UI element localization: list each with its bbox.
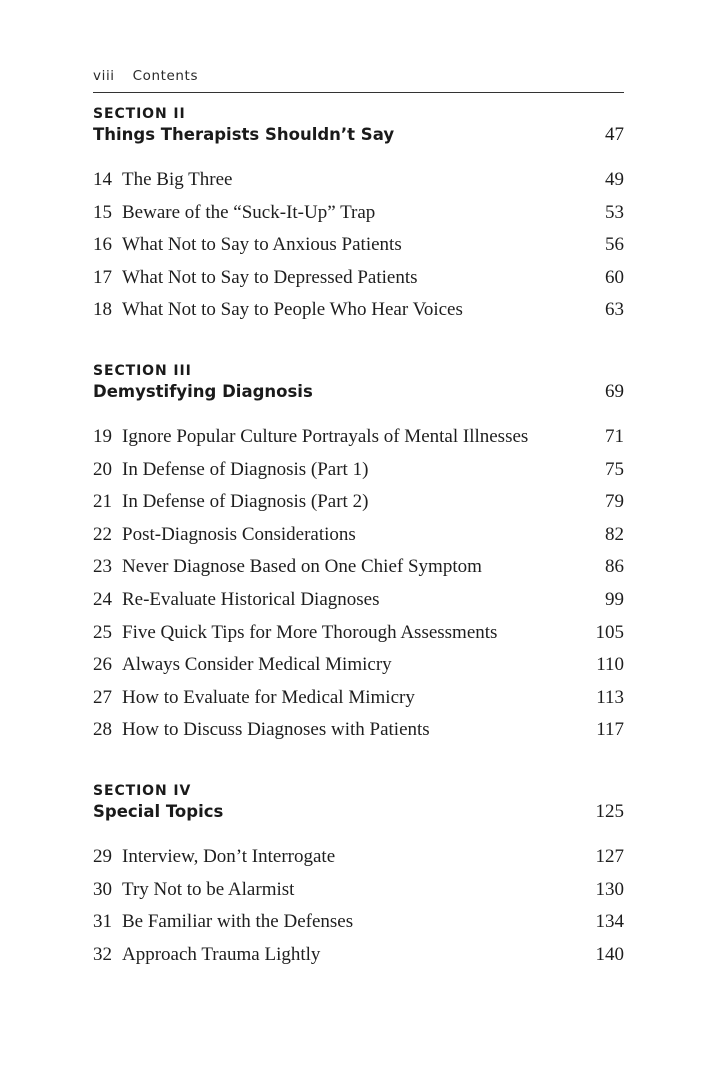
section-page-number: 69 [605, 380, 624, 402]
chapter-heading [93, 197, 375, 230]
section-page-number: 125 [595, 800, 624, 822]
chapter-entry[interactable] [93, 714, 624, 747]
chapter-number: 31 [93, 911, 112, 933]
table-of-contents [93, 104, 624, 971]
chapter-entry[interactable] [93, 841, 624, 874]
running-head-title: Contents [132, 68, 199, 84]
chapter-entry[interactable] [93, 939, 624, 972]
chapter-title: In Defense of Diagnosis (Part 2) [122, 491, 369, 513]
chapter-heading [93, 164, 232, 197]
chapter-heading [93, 421, 528, 454]
chapter-number: 24 [93, 588, 112, 610]
chapter-number: 32 [93, 943, 112, 965]
chapter-heading [93, 939, 320, 972]
chapter-number: 25 [93, 621, 112, 643]
chapter-entry[interactable] [93, 164, 624, 197]
chapter-number: 14 [93, 169, 112, 190]
chapter-title: Re-Evaluate Historical Diagnoses [122, 588, 380, 610]
chapter-number: 17 [93, 266, 112, 288]
chapter-title: The Big Three [122, 169, 233, 190]
chapter-title: How to Discuss Diagnoses with Patients [122, 719, 430, 741]
chapter-heading [93, 262, 418, 295]
chapter-title: Approach Trauma Lightly [122, 943, 321, 965]
chapter-heading [93, 906, 353, 939]
section-label: SECTION II [93, 106, 186, 122]
chapter-page-number: 86 [605, 556, 624, 578]
chapter-heading [93, 874, 294, 907]
chapter-page-number: 113 [596, 686, 624, 708]
chapter-page-number: 49 [605, 169, 624, 190]
section-title-row[interactable] [93, 801, 624, 823]
chapter-heading [93, 519, 356, 552]
chapter-heading [93, 682, 415, 715]
chapter-list [93, 841, 624, 971]
chapter-page-number: 71 [605, 425, 624, 447]
chapter-number: 20 [93, 458, 112, 480]
chapter-number: 28 [93, 719, 112, 741]
chapter-title: Try Not to be Alarmist [122, 878, 295, 900]
chapter-number: 22 [93, 523, 112, 545]
chapter-entry[interactable] [93, 486, 624, 519]
chapter-page-number: 140 [595, 943, 624, 965]
chapter-heading [93, 294, 463, 327]
section-label: SECTION III [93, 362, 192, 379]
chapter-heading [93, 551, 482, 584]
chapter-title: Ignore Popular Culture Portrayals of Mental Illnesses [122, 425, 529, 447]
chapter-title: What Not to Say to Anxious Patients [122, 234, 402, 256]
chapter-list [93, 164, 624, 327]
chapter-number: 23 [93, 556, 112, 578]
toc-section [93, 104, 624, 327]
section-title: Things Therapists Shouldn’t Say [93, 125, 395, 144]
chapter-title: What Not to Say to Depressed Patients [122, 266, 418, 288]
chapter-heading [93, 229, 402, 262]
chapter-entry[interactable] [93, 584, 624, 617]
chapter-heading [93, 617, 497, 650]
chapter-entry[interactable] [93, 229, 624, 262]
page-folio: viii [93, 68, 115, 84]
chapter-page-number: 110 [596, 654, 624, 676]
chapter-title: Interview, Don’t Interrogate [122, 845, 336, 867]
chapter-title: Beware of the “Suck-It-Up” Trap [122, 201, 376, 223]
chapter-number: 16 [93, 234, 112, 256]
chapter-title: Be Familiar with the Defenses [122, 911, 354, 933]
chapter-entry[interactable] [93, 906, 624, 939]
chapter-number: 19 [93, 425, 112, 447]
section-title: Special Topics [93, 801, 224, 821]
chapter-page-number: 82 [605, 523, 624, 545]
section-title: Demystifying Diagnosis [93, 381, 313, 401]
chapter-heading [93, 486, 368, 519]
chapter-page-number: 99 [605, 588, 624, 610]
chapter-page-number: 79 [605, 491, 624, 513]
chapter-entry[interactable] [93, 551, 624, 584]
chapter-entry[interactable] [93, 454, 624, 487]
chapter-entry[interactable] [93, 294, 624, 327]
section-title-row[interactable] [93, 124, 624, 146]
running-head [93, 68, 624, 84]
chapter-entry[interactable] [93, 421, 624, 454]
header-rule [93, 92, 624, 93]
chapter-number: 18 [93, 299, 112, 321]
chapter-entry[interactable] [93, 617, 624, 650]
section-label: SECTION IV [93, 782, 192, 799]
chapter-heading [93, 454, 368, 487]
chapter-heading [93, 841, 335, 874]
chapter-heading [93, 584, 379, 617]
chapter-page-number: 63 [605, 299, 624, 321]
chapter-entry[interactable] [93, 197, 624, 230]
chapter-page-number: 75 [605, 458, 624, 480]
chapter-title: How to Evaluate for Medical Mimicry [122, 686, 415, 708]
chapter-number: 21 [93, 491, 112, 513]
chapter-number: 15 [93, 201, 112, 223]
chapter-number: 29 [93, 845, 112, 867]
chapter-number: 27 [93, 686, 112, 708]
chapter-list [93, 421, 624, 747]
chapter-heading [93, 714, 430, 747]
toc-section [93, 781, 624, 971]
chapter-title: What Not to Say to People Who Hear Voices [122, 299, 463, 321]
chapter-title: Always Consider Medical Mimicry [122, 654, 392, 676]
section-title-row[interactable] [93, 381, 624, 403]
chapter-entry[interactable] [93, 874, 624, 907]
chapter-page-number: 127 [595, 845, 624, 867]
chapter-title: Five Quick Tips for More Thorough Assessments [122, 621, 498, 643]
chapter-entry[interactable] [93, 649, 624, 682]
chapter-page-number: 60 [605, 266, 624, 288]
toc-section [93, 361, 624, 747]
chapter-heading [93, 649, 392, 682]
chapter-number: 26 [93, 654, 112, 676]
chapter-page-number: 53 [605, 201, 624, 223]
chapter-page-number: 134 [595, 911, 624, 933]
chapter-entry[interactable] [93, 519, 624, 552]
chapter-title: In Defense of Diagnosis (Part 1) [122, 458, 369, 480]
chapter-entry[interactable] [93, 262, 624, 295]
chapter-number: 30 [93, 878, 112, 900]
chapter-entry[interactable] [93, 682, 624, 715]
chapter-page-number: 105 [595, 621, 624, 643]
chapter-title: Never Diagnose Based on One Chief Symptom [122, 556, 482, 578]
section-page-number: 47 [605, 124, 624, 145]
chapter-page-number: 56 [605, 234, 624, 256]
chapter-title: Post-Diagnosis Considerations [122, 523, 356, 545]
chapter-page-number: 117 [596, 719, 624, 741]
chapter-page-number: 130 [595, 878, 624, 900]
